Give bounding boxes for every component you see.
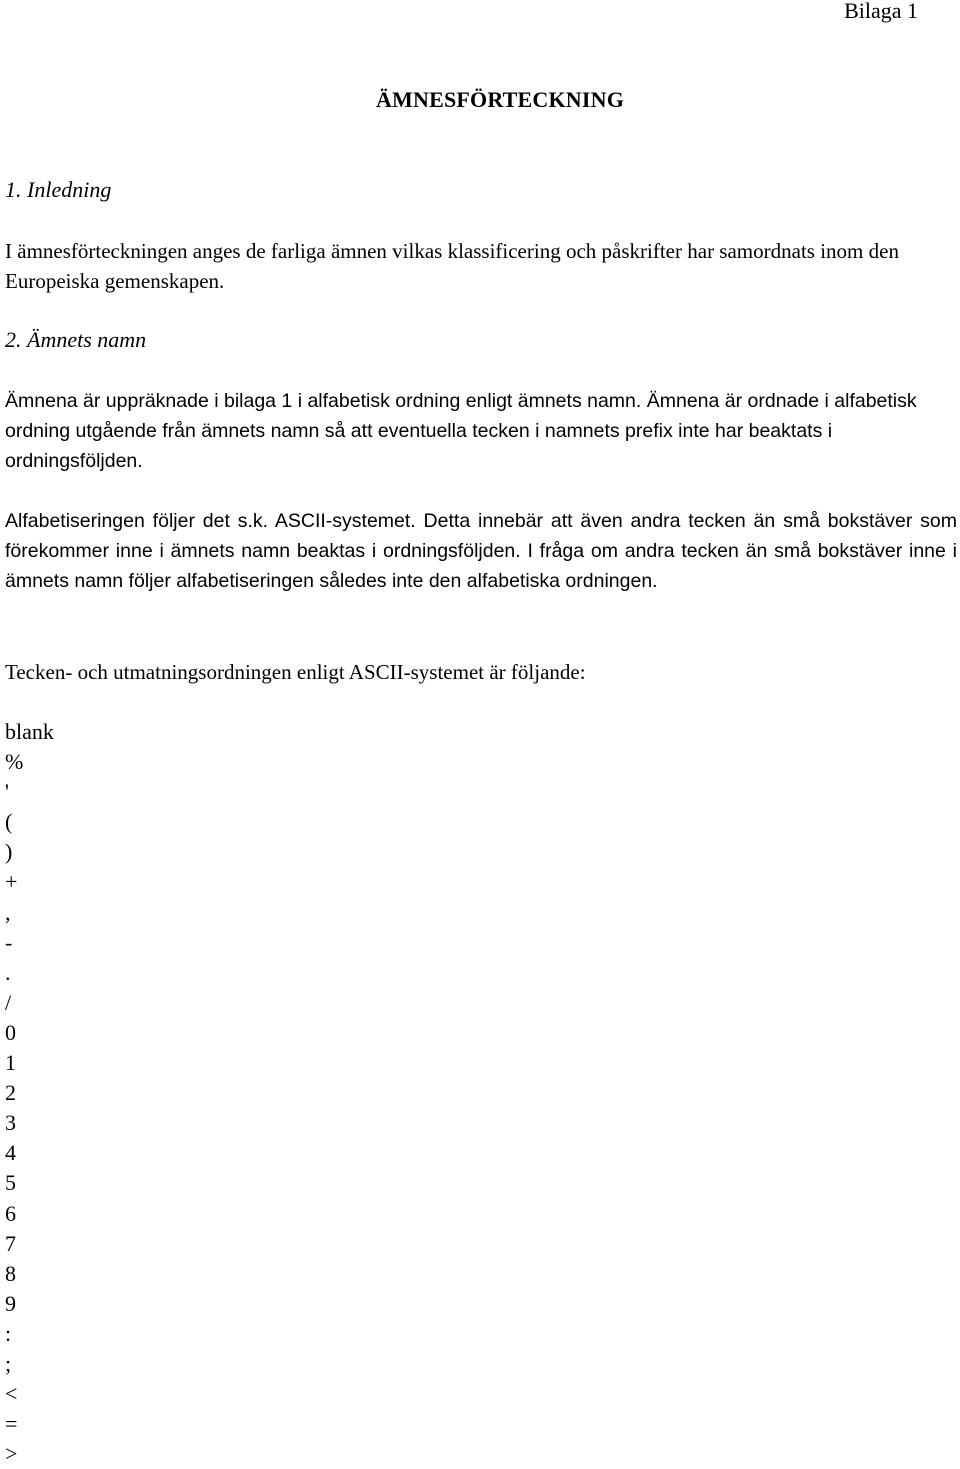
list-item: 5 [5,1170,16,1196]
list-item: / [5,989,12,1015]
list-item: 8 [5,1260,16,1286]
list-item: blank [5,719,54,744]
section-heading-substance-name: 2. Ämnets namn [5,327,147,352]
list-item: 0 [5,1019,16,1045]
section-heading-introduction: 1. Inledning [5,177,112,202]
list-item: 2 [5,1080,16,1106]
list-item: < [5,1381,18,1407]
list-item: % [5,749,24,775]
list-item: : [5,1320,12,1346]
list-item: . [5,959,11,985]
ascii-paragraph: Alfabetiseringen följer det s.k. ASCII-systemet. Detta innebär att även andra tecken än små bokstäver som förekommer inne i ämnets namn beaktas i ordningsföljden. I fråga om andra tecken än små bokstäver inne i ämnets namn följer alfabetiseringen således inte den alfabetiska ordningen. [5,510,957,592]
list-item: = [5,1411,18,1437]
list-item: 4 [5,1140,16,1166]
list-item: 6 [5,1200,16,1226]
ascii-order-intro: Tecken- och utmatningsordningen enligt ASCII-systemet är följande: [5,660,586,684]
list-item: 7 [5,1230,16,1256]
list-item: ; [5,1350,12,1376]
list-item: ) [5,839,13,865]
list-item: 3 [5,1110,16,1136]
list-item: - [5,929,13,955]
intro-paragraph: I ämnesförteckningen anges de farliga ämnen vilkas klassificering och påskrifter har samordnats inom den Europeiska gemenskapen. [5,239,899,293]
list-item: 9 [5,1290,16,1316]
list-item: , [5,899,11,925]
appendix-label: Bilaga 1 [844,0,918,23]
list-item: 1 [5,1050,16,1076]
list-item: + [5,869,18,895]
ordering-paragraph: Ämnena är uppräknade i bilaga 1 i alfabetisk ordning enligt ämnets namn. Ämnena är ordnade i alfabetisk ordning utgående från ämnets namn så att eventuella tecken i namnets prefix inte har beaktats i ordningsföljden. [5,390,917,472]
list-item: > [5,1441,18,1467]
document-title: ÄMNESFÖRTECKNING [375,87,625,112]
list-item: ( [5,809,13,835]
ascii-order-list [5,717,54,1469]
list-item: ' [5,779,9,805]
